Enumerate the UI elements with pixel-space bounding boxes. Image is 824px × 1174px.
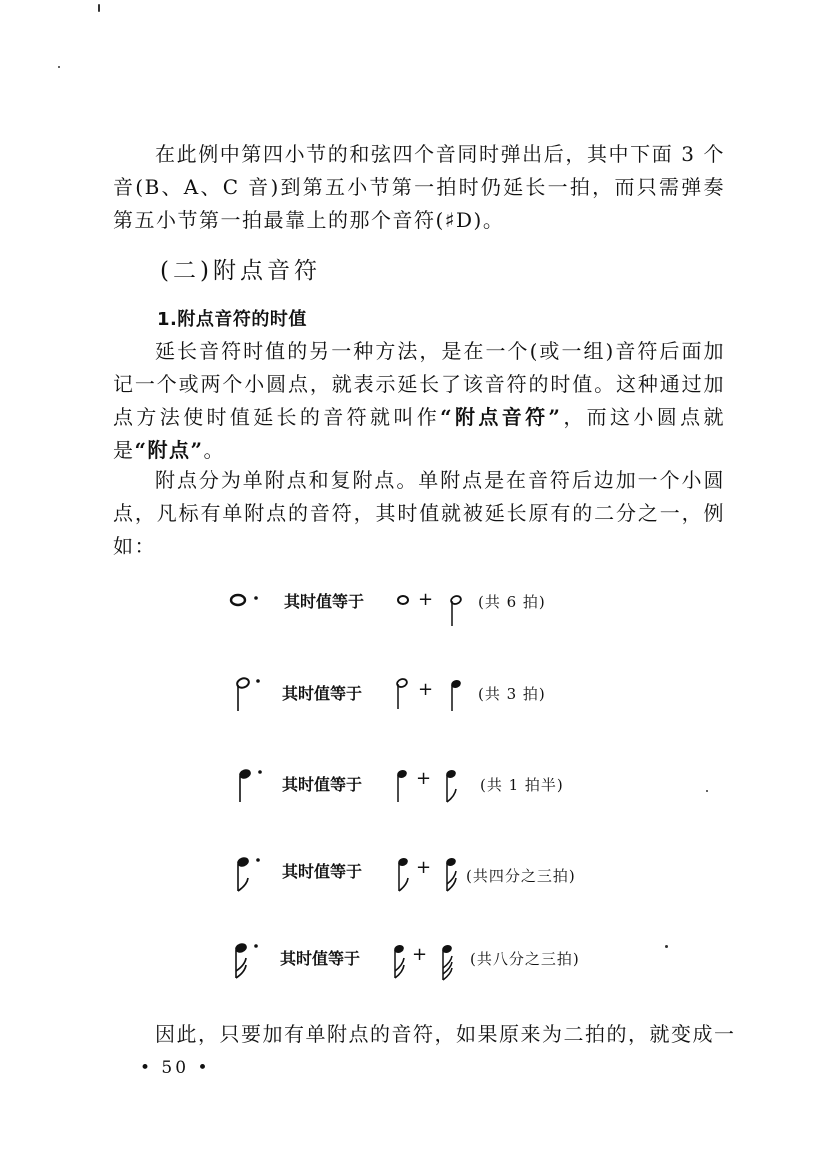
equals-label: 其时值等于 [282,684,363,703]
extend-text-1: 延长音符时值的另一种方法，是在一个(或一组)音符后面加记一个或两个小圆点，就表示延长了该音符的时值。这种通过加点方法使时值延长的音符就叫作 [113,339,725,429]
equals-label: 其时值等于 [282,775,363,794]
total-beats: (共 3 拍) [478,685,546,703]
dotted-quarter-note-icon [232,762,272,812]
example-row-dotted-quarter [226,762,646,822]
thirty-second-note-icon [436,940,458,990]
total-beats: (共 1 拍半) [480,776,564,794]
total-beats: (共 6 拍) [478,593,546,611]
total-beats: (共八分之三拍) [470,950,580,968]
eighth-note-icon [440,762,462,812]
intro-paragraph: 在此例中第四小节的和弦四个音同时弹出后，其中下面 3 个音(B、A、C 音)到第五小节第一拍时仍延长一拍，而只需弹奏第五小节第一拍最靠上的那个音符(♯D)。 [113,142,725,232]
scan-speck [98,4,100,12]
plus-sign: + [412,944,428,965]
example-row-dotted-eighth [226,851,646,911]
extend-text-2: ，而这小圆点就是 [113,405,726,462]
half-note-icon [392,673,414,723]
dotted-half-note-icon [230,673,270,723]
dotted-eighth-note-icon [230,851,270,901]
subsection-heading: 1.附点音符的时值 [157,309,307,330]
example-row-dotted-sixteenth [226,940,646,1000]
single-dot-paragraph: 附点分为单附点和复附点。单附点是在音符后边加一个小圆点，凡标有单附点的音符，其时值就被延长原有的二分之一，例如： [113,468,725,558]
extend-paragraph [113,335,725,467]
scan-speck [58,66,60,68]
conclusion-paragraph: 因此，只要加有单附点的音符，如果原来为二拍的，就变成一 [155,1022,736,1046]
scan-speck [665,945,668,948]
half-note-icon [446,586,468,636]
quarter-note-icon [392,762,414,812]
whole-note-icon [394,586,416,636]
term-dot: “附点” [134,438,204,462]
extend-text-3: 。 [203,438,226,462]
plus-sign: + [418,589,434,610]
scan-speck [706,790,708,792]
quarter-note-icon [446,673,468,723]
plus-sign: + [416,768,432,789]
section-heading: (二)附点音符 [160,258,321,284]
equals-label: 其时值等于 [280,949,361,968]
total-beats: (共四分之三拍) [466,867,576,885]
dotted-whole-note-icon [226,586,266,636]
sixteenth-note-icon [440,851,462,901]
term-dotted-note: “附点音符” [440,405,562,429]
equals-label: 其时值等于 [282,862,363,881]
eighth-note-icon [392,851,414,901]
plus-sign: + [418,679,434,700]
plus-sign: + [416,857,432,878]
example-row-dotted-half [226,673,646,733]
example-row-dotted-whole [226,586,646,646]
dotted-sixteenth-note-icon [228,940,268,990]
equals-label: 其时值等于 [284,592,365,611]
page-number: • 50 • [140,1058,211,1078]
sixteenth-note-icon [388,940,410,990]
